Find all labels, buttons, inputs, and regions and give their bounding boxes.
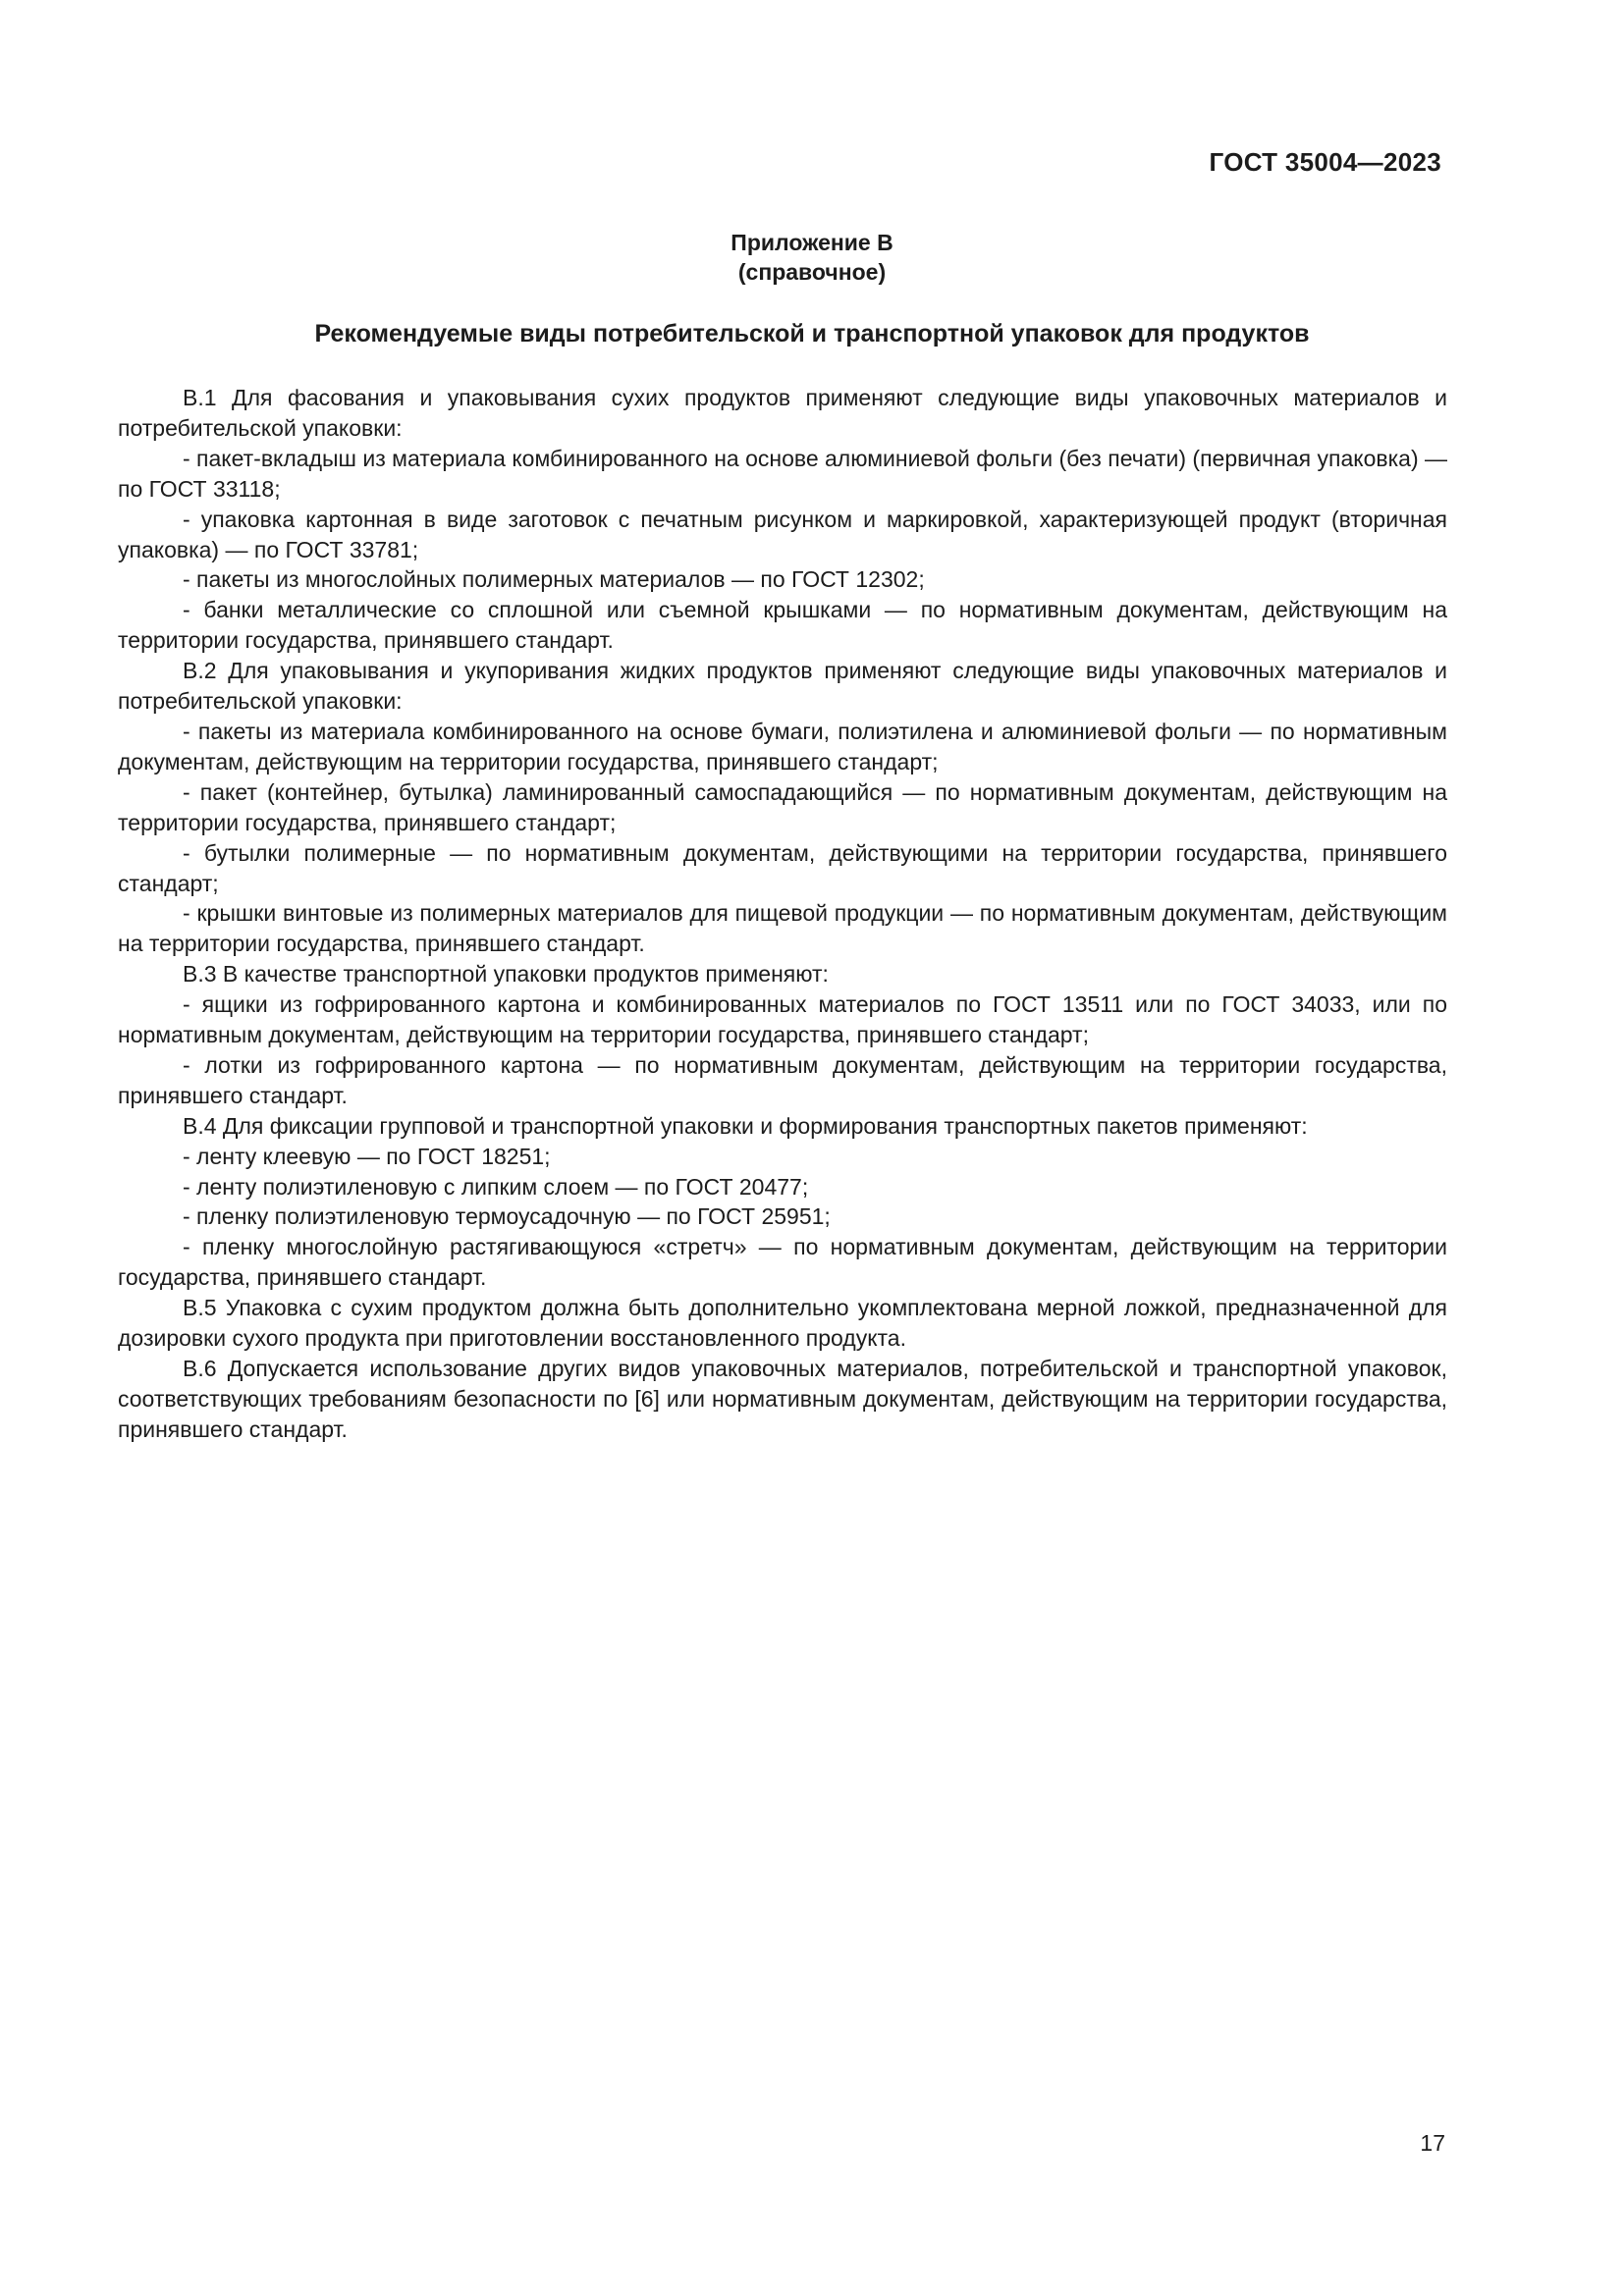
paragraph-b1: В.1 Для фасования и упаковывания сухих продуктов применяют следующие виды упаковочных материалов и потребительской упаковки: [118,385,1447,441]
paragraph-b5: В.5 Упаковка с сухим продуктом должна быть дополнительно укомплектована мерной ложкой, предназначенной для дозировки сухого продукта при приготовлении восстановленного продукта. [118,1295,1447,1352]
page-number: 17 [1420,2130,1445,2156]
list-item: - пакеты из материала комбинированного на основе бумаги, полиэтилена и алюминиевой фольги — по нормативным документам, действующим на территории государства, принявшего стандарт; [118,718,1447,774]
appendix-subtitle: (справочное) [737,259,887,285]
list-item: - крышки винтовые из полимерных материалов для пищевой продукции — по нормативным документам, действующим на территории государства, принявшего стандарт. [118,900,1447,957]
list-item: - лотки из гофрированного картона — по нормативным документам, действующим на территории государства, принявшего стандарт. [118,1051,1447,1108]
list-item: - ленту полиэтиленовую с липким слоем — по ГОСТ 20477; [183,1173,809,1200]
list-item: - ящики из гофрированного картона и комбинированных материалов по ГОСТ 13511 или по ГОСТ 34033, или по нормативным документам, действующим на территории государства, принявшего стандарт; [118,991,1447,1048]
section-title: Рекомендуемые виды потребительской и транспортной упаковок для продуктов [314,320,1310,347]
paragraph-b3: В.3 В качестве транспортной упаковки продуктов применяют: [183,961,829,988]
list-item: - пакет-вкладыш из материала комбинированного на основе алюминиевой фольги (без печати) (первичная упаковка) — по ГОСТ 33118; [118,445,1447,502]
document-header: ГОСТ 35004—2023 [1209,147,1441,177]
list-item: - пакеты из многослойных полимерных материалов — по ГОСТ 12302; [183,566,925,593]
paragraph-b2: В.2 Для упаковывания и укупоривания жидких продуктов применяют следующие виды упаковочных материалов и потребительской упаковки: [118,658,1447,715]
document-body [118,383,1447,1445]
appendix-title: Приложение В [731,230,893,255]
list-item: - пленку многослойную растягивающуюся «стретч» — по нормативным документам, действующим на территории государства, принявшего стандарт. [118,1234,1447,1291]
list-item: - пакет (контейнер, бутылка) ламинированный самоспадающийся — по нормативным документам, действующим на территории государства, принявшего стандарт; [118,778,1447,835]
paragraph-b4: В.4 Для фиксации групповой и транспортной упаковки и формирования транспортных пакетов применяют: [183,1112,1308,1139]
appendix-heading [0,228,1624,287]
list-item: - ленту клеевую — по ГОСТ 18251; [183,1143,551,1169]
list-item: - банки металлические со сплошной или съемной крышками — по нормативным документам, действующим на территории государства, принявшего стандарт. [118,597,1447,654]
list-item: - пленку полиэтиленовую термоусадочную — по ГОСТ 25951; [183,1203,831,1230]
list-item: - бутылки полимерные — по нормативным документам, действующими на территории государства, принявшего стандарт; [118,839,1447,896]
list-item: - упаковка картонная в виде заготовок с печатным рисунком и маркировкой, характеризующей продукт (вторичная упаковка) — по ГОСТ 33781; [118,506,1447,562]
paragraph-b6: В.6 Допускается использование других видов упаковочных материалов, потребительской и транспортной упаковок, соответствующих требованиям безопасности по [6] или нормативным документам, действующим на территории государства, принявшего стандарт. [118,1356,1447,1442]
